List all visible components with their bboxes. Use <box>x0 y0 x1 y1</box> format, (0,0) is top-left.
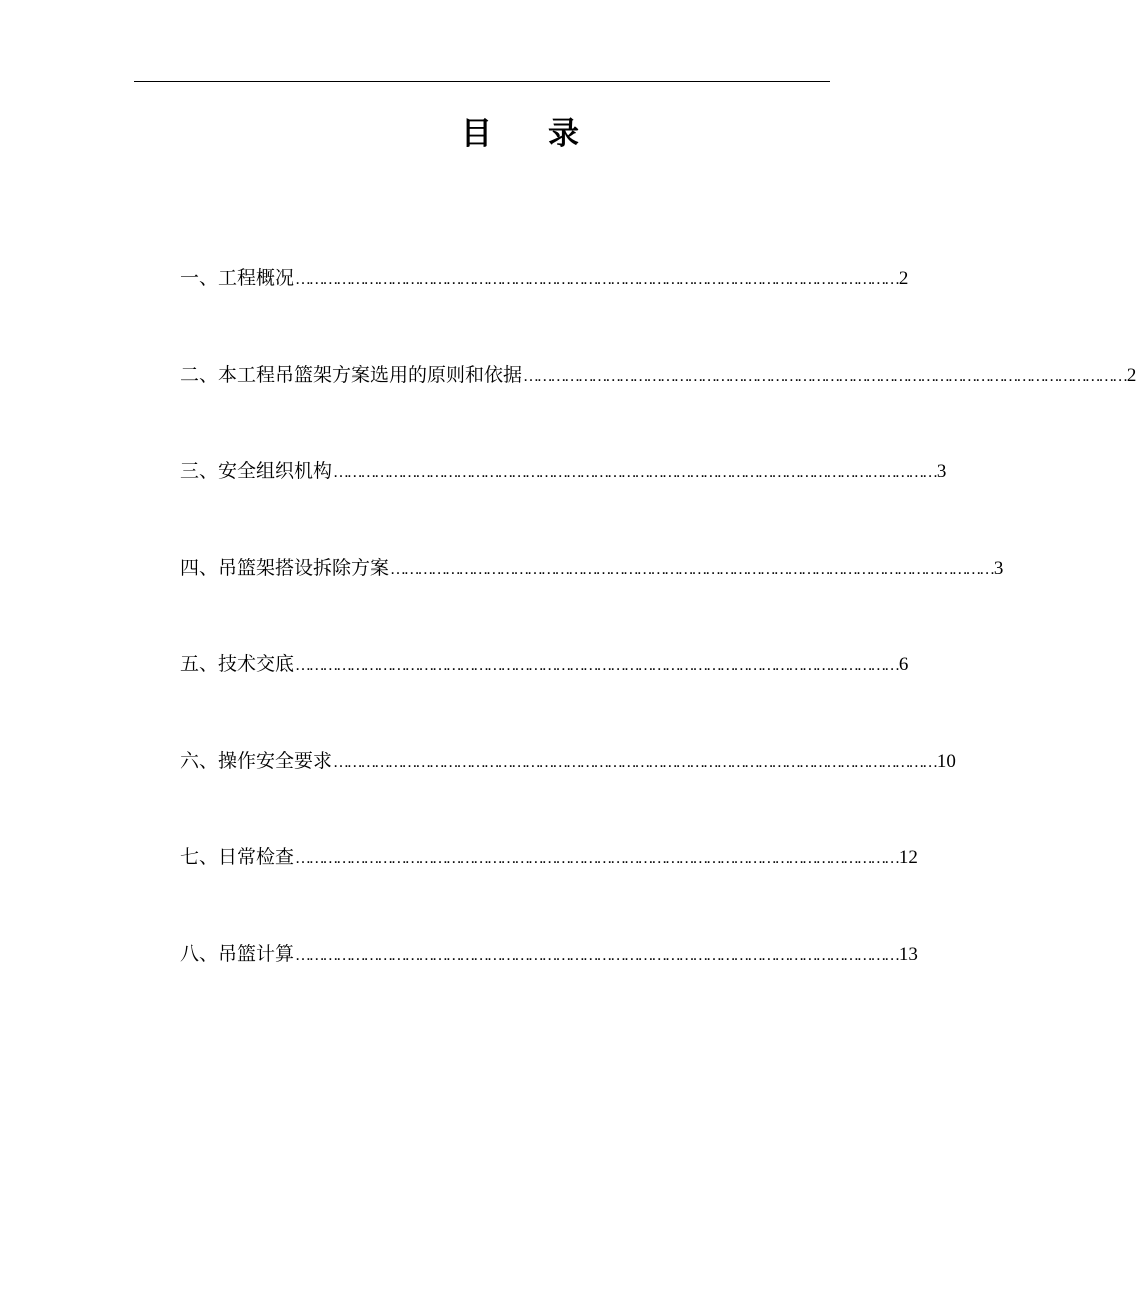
toc-entry-label: 三、安全组织机构 <box>180 460 333 482</box>
toc-entry-page: 6 <box>898 654 909 675</box>
toc-entry-page: 13 <box>898 943 918 965</box>
toc-leader-dots: …………………………………………………………………………………………………………………… <box>390 560 993 578</box>
toc-entry-label: 二、本工程吊篮架方案选用的原则和依据 <box>180 363 523 386</box>
toc-entry[interactable] <box>180 357 1136 454</box>
toc-entry-page: 2 <box>1126 364 1136 386</box>
toc-entry-page: 3 <box>936 461 947 482</box>
title-char-1: 目 <box>461 116 492 152</box>
toc-leader-dots: …………………………………………………………………………………………………………………… <box>333 464 936 481</box>
title-char-2: 录 <box>548 116 579 152</box>
toc-entry-label: 四、吊篮架搭设拆除方案 <box>180 556 390 579</box>
page-title <box>0 112 1040 156</box>
toc-entry-page: 3 <box>993 557 1004 579</box>
toc-entry-page: 2 <box>898 268 909 289</box>
toc-leader-dots: …………………………………………………………………………………………………………………… <box>295 271 898 288</box>
toc-entry-page: 10 <box>936 750 956 772</box>
toc-entry[interactable] <box>180 936 918 1033</box>
toc-leader-dots: …………………………………………………………………………………………………………………… <box>295 946 898 964</box>
toc-leader-dots: …………………………………………………………………………………………………………………… <box>295 850 898 867</box>
toc-entry-label: 八、吊篮计算 <box>180 942 295 965</box>
toc-entry[interactable] <box>180 550 1004 647</box>
toc-entry[interactable] <box>180 743 956 840</box>
toc-leader-dots: …………………………………………………………………………………………………………………… <box>523 367 1126 385</box>
header-rule <box>134 81 830 82</box>
toc-entry-page: 12 <box>898 847 918 868</box>
toc-entry-label: 五、技术交底 <box>180 653 295 675</box>
toc-entry[interactable] <box>180 260 909 357</box>
table-of-contents <box>180 260 1136 1032</box>
toc-entry-label: 七、日常检查 <box>180 846 295 868</box>
toc-entry[interactable] <box>180 453 947 550</box>
toc-entry[interactable] <box>180 839 918 936</box>
toc-entry[interactable] <box>180 646 909 743</box>
toc-entry-label: 六、操作安全要求 <box>180 749 333 772</box>
toc-leader-dots: …………………………………………………………………………………………………………………… <box>333 753 936 771</box>
toc-entry-label: 一、工程概况 <box>180 267 295 289</box>
toc-leader-dots: …………………………………………………………………………………………………………………… <box>295 657 898 674</box>
